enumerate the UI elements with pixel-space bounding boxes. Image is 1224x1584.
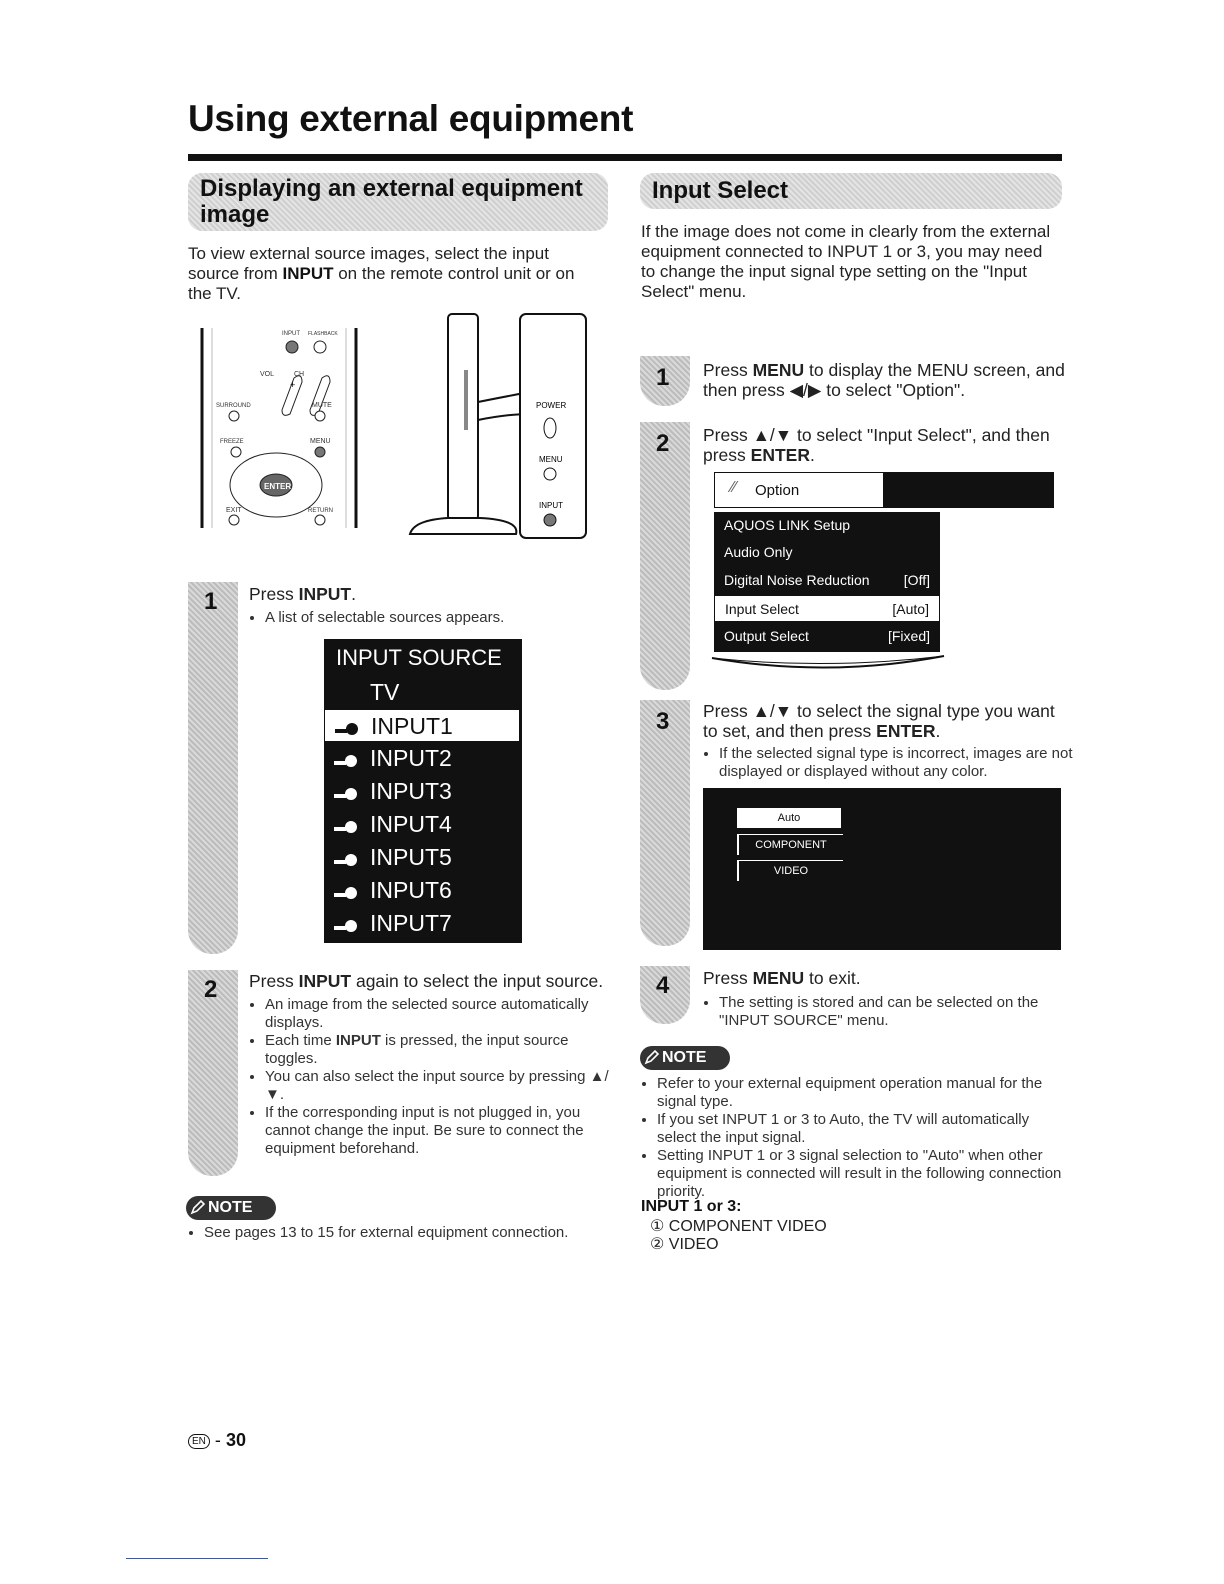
title-rule <box>188 154 1062 161</box>
right-step-3-text: Press ▲/▼ to select the signal type you want to set, and then press ENTER. <box>703 701 1055 741</box>
menu-curve-decoration <box>708 648 948 682</box>
remote-menu-label: MENU <box>310 438 331 445</box>
right-note-list <box>641 1075 1067 1201</box>
right-step-3-bar <box>640 700 690 946</box>
page-number: 30 <box>225 1430 246 1450</box>
list-item: • Refer to your external equipment operation manual for the signal type. <box>657 1075 1067 1111</box>
option-row-audio-only[interactable]: Audio Only <box>724 544 793 560</box>
source-item-input7[interactable]: INPUT7 <box>324 907 520 940</box>
list-item: • Each time INPUT is pressed, the input source toggles. <box>265 1032 615 1068</box>
right-step-1-number: 1 <box>656 364 670 391</box>
input-plug-icon <box>334 885 360 899</box>
list-item: • Setting INPUT 1 or 3 signal selection to "Auto" when other equipment is connected will result in the following connection priority. <box>657 1147 1067 1201</box>
left-step-2-bullets <box>249 996 615 1158</box>
input-plug-icon <box>334 753 360 767</box>
footer-line <box>126 1558 268 1559</box>
right-step-4-text: Press MENU to exit. <box>703 968 861 988</box>
pencil-icon <box>190 1199 206 1215</box>
left-step-2-text: Press INPUT again to select the input source. <box>249 971 604 991</box>
right-intro: If the image does not come in clearly from the external equipment connected to INPUT 1 or 3, you may need to change the input signal type setting on the "Input Select" menu. <box>641 222 1051 301</box>
source-item-tv[interactable]: TV <box>370 679 400 705</box>
input-plug-icon <box>334 786 360 800</box>
signal-item-video[interactable]: VIDEO <box>737 860 843 881</box>
tv-side-illustration <box>408 310 590 544</box>
left-note-badge: NOTE <box>186 1196 276 1220</box>
option-icon: ⁄⁄ <box>731 479 737 496</box>
left-step-2-number: 2 <box>204 976 218 1003</box>
signal-item-auto[interactable]: Auto <box>737 808 841 828</box>
priority-item-1: ① COMPONENT VIDEO <box>650 1218 827 1235</box>
option-row-aquos-link[interactable]: AQUOS LINK Setup <box>724 517 851 533</box>
option-row-input-select[interactable]: Input Select [Auto] <box>714 595 940 622</box>
lang-badge: EN <box>188 1434 210 1449</box>
heading-line-1: Displaying an external equipment <box>200 175 583 202</box>
right-step-4-bullets <box>703 994 1081 1030</box>
option-menu <box>714 512 940 652</box>
right-note-badge: NOTE <box>640 1046 730 1070</box>
source-item-input6[interactable]: INPUT6 <box>324 874 520 907</box>
right-step-4-number: 4 <box>656 972 670 999</box>
input-plug-icon <box>334 918 360 932</box>
input-source-title: INPUT SOURCE <box>336 645 502 670</box>
list-item: • If the selected signal type is incorrect, images are not displayed or displayed without any color. <box>719 745 1081 781</box>
tv-menu-label: MENU <box>539 455 563 464</box>
left-step-1-bullets <box>249 609 615 627</box>
input-plug-icon <box>334 819 360 833</box>
option-menu-header <box>714 472 1054 508</box>
source-item-input1[interactable]: INPUT1 <box>324 709 520 742</box>
source-item-input3[interactable]: INPUT3 <box>324 775 520 808</box>
list-item: • The setting is stored and can be selected on the "INPUT SOURCE" menu. <box>719 994 1081 1030</box>
source-item-input2[interactable]: INPUT2 <box>324 742 520 775</box>
source-item-input5[interactable]: INPUT5 <box>324 841 520 874</box>
heading-line-2: image <box>200 201 270 228</box>
source-item-input4[interactable]: INPUT4 <box>324 808 520 841</box>
list-item: • If the corresponding input is not plugged in, you cannot change the input. Be sure to connect the equipment beforehand. <box>265 1104 615 1158</box>
signal-type-screen <box>703 788 1061 950</box>
page-title: Using external equipment <box>188 98 634 139</box>
tv-input-label: INPUT <box>539 501 563 510</box>
right-step-3-number: 3 <box>656 708 670 735</box>
input-source-menu <box>324 639 522 943</box>
section-heading-display-external <box>188 173 608 231</box>
right-step-2-number: 2 <box>656 430 670 457</box>
priority-title: INPUT 1 or 3: <box>641 1198 742 1215</box>
right-step-1-text: Press MENU to display the MENU screen, and then press ◀/▶ to select "Option". <box>703 360 1065 400</box>
remote-exit-label: EXIT <box>226 507 242 514</box>
remote-ch-label: CH <box>294 371 305 378</box>
section-heading-input-select: Input Select <box>640 173 1062 209</box>
list-item: • An image from the selected source automatically displays. <box>265 996 615 1032</box>
left-note-list <box>188 1224 624 1242</box>
list-item: • You can also select the input source by pressing ▲/▼. <box>265 1068 615 1104</box>
input-plug-icon <box>334 852 360 866</box>
left-step-1-number: 1 <box>204 588 218 615</box>
option-row-noise-reduction[interactable]: Digital Noise Reduction [Off] <box>724 572 930 588</box>
signal-item-component[interactable]: COMPONENT <box>737 834 843 855</box>
left-step-1-text: Press INPUT. <box>249 584 356 604</box>
input-plug-icon <box>335 721 361 735</box>
list-item: • See pages 13 to 15 for external equipment connection. <box>204 1224 624 1242</box>
right-step-2-text: Press ▲/▼ to select "Input Select", and then press ENTER. <box>703 425 1050 465</box>
enter-key-label: ENTER <box>264 482 292 491</box>
remote-freeze-label: FREEZE <box>220 439 244 445</box>
list-item: • A list of selectable sources appears. <box>265 609 615 627</box>
remote-control-illustration <box>198 322 364 534</box>
left-step-1-bar <box>188 582 238 954</box>
left-intro: To view external source images, select the input source from INPUT on the remote control unit or on the TV. <box>188 244 575 303</box>
list-item: • If you set INPUT 1 or 3 to Auto, the TV will automatically select the input signal. <box>657 1111 1067 1147</box>
remote-input-label: INPUT <box>282 331 300 337</box>
remote-vol-label: VOL <box>260 371 275 378</box>
svg-text:+: + <box>290 380 296 390</box>
remote-mute-label: MUTE <box>312 402 332 409</box>
option-header-label: Option <box>755 482 800 499</box>
right-step-3-bullets <box>703 745 1081 781</box>
priority-item-2: ② VIDEO <box>650 1236 719 1253</box>
right-step-2-bar <box>640 422 690 690</box>
remote-surround-label: SURROUND <box>216 403 251 409</box>
tv-power-label: POWER <box>536 401 567 410</box>
remote-flashback-label: FLASHBACK <box>308 331 338 337</box>
option-row-output-select[interactable]: Output Select [Fixed] <box>724 628 930 644</box>
remote-return-label: RETURN <box>308 508 333 514</box>
pencil-icon <box>644 1049 660 1065</box>
page-footer: EN - 30 <box>188 1430 246 1451</box>
